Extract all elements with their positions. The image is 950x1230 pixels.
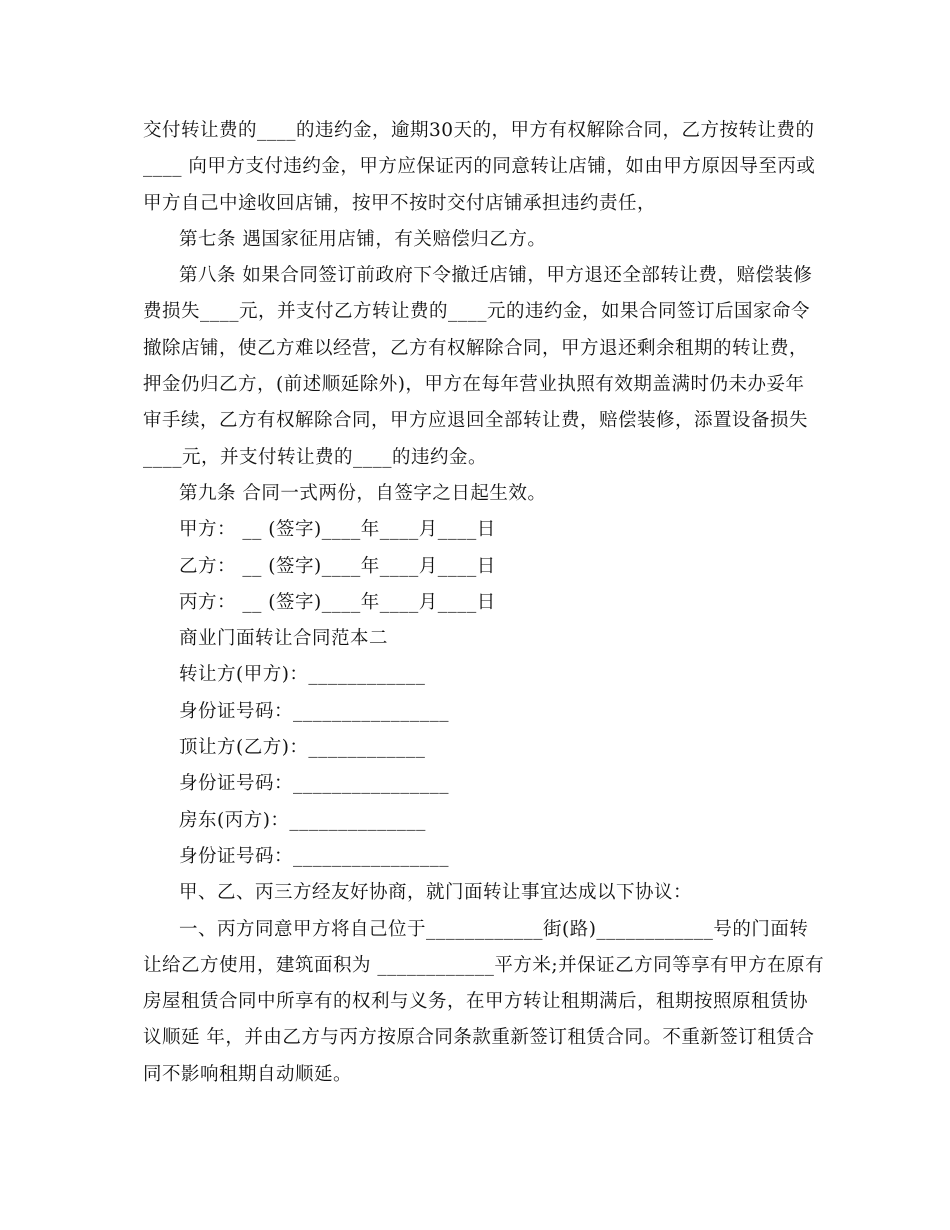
article-one: 一、丙方同意甲方将自己位于____________街(路)____________号的门面转	[179, 918, 809, 940]
text-line: 费损失____元，并支付乙方转让费的____元的违约金，如果合同签订后国家命令	[143, 301, 811, 323]
landlord-id-field: 身份证号码：________________	[179, 845, 450, 867]
text-line: 房屋租赁合同中所享有的权利与义务，在甲方转让租期满后，租期按照原租赁协	[143, 991, 809, 1013]
text-line: 让给乙方使用，建筑面积为 ____________平方米;并保证乙方同等享有甲方在原有	[143, 954, 825, 976]
transferee-field: 顶让方(乙方)：____________	[179, 737, 426, 759]
text-line: 议顺延 年，并由乙方与丙方按原合同条款重新签订租赁合同。不重新签订租赁合	[143, 1027, 815, 1049]
text-line: 押金仍归乙方，(前述顺延除外)，甲方在每年营业执照有效期盖满时仍未办妥年	[143, 374, 805, 396]
text-line: 甲方自己中途收回店铺，按甲不按时交付店铺承担违约责任，	[143, 192, 657, 214]
clause-nine: 第九条 合同一式两份，自签字之日起生效。	[179, 482, 547, 504]
transferee-id-field: 身份证号码：________________	[179, 773, 450, 795]
clause-seven: 第七条 遇国家征用店铺，有关赔偿归乙方。	[179, 228, 547, 250]
transferor-id-field: 身份证号码：________________	[179, 700, 450, 722]
transferor-field: 转让方(甲方)：____________	[179, 664, 426, 686]
document-body	[143, 113, 825, 1093]
text-line: ____ 向甲方支付违约金，甲方应保证丙的同意转让店铺，如由甲方原因导至丙或	[143, 156, 816, 178]
signature-party-b: 乙方： __ (签字)____年____月____日	[179, 555, 496, 577]
signature-party-a: 甲方： __ (签字)____年____月____日	[179, 519, 496, 541]
text-line: ____元，并支付转让费的____的违约金。	[143, 446, 488, 468]
landlord-field: 房东(丙方)：______________	[179, 809, 426, 831]
agreement-intro: 甲、乙、丙三方经友好协商，就门面转让事宜达成以下协议：	[179, 882, 693, 904]
signature-party-c: 丙方： __ (签字)____年____月____日	[179, 591, 496, 613]
section-title: 商业门面转让合同范本二	[179, 628, 389, 650]
text-line: 同不影响租期自动顺延。	[143, 1063, 353, 1085]
text-line: 撤除店铺，使乙方难以经营，乙方有权解除合同，甲方退还剩余租期的转让费，	[143, 337, 809, 359]
text-line: 交付转让费的____的违约金，逾期30天的，甲方有权解除合同，乙方按转让费的	[143, 120, 815, 141]
clause-eight: 第八条 如果合同签订前政府下令撤迁店铺，甲方退还全部转让费，赔偿装修	[179, 265, 813, 287]
text-line: 审手续，乙方有权解除合同，甲方应退回全部转让费，赔偿装修，添置设备损失	[143, 410, 809, 432]
